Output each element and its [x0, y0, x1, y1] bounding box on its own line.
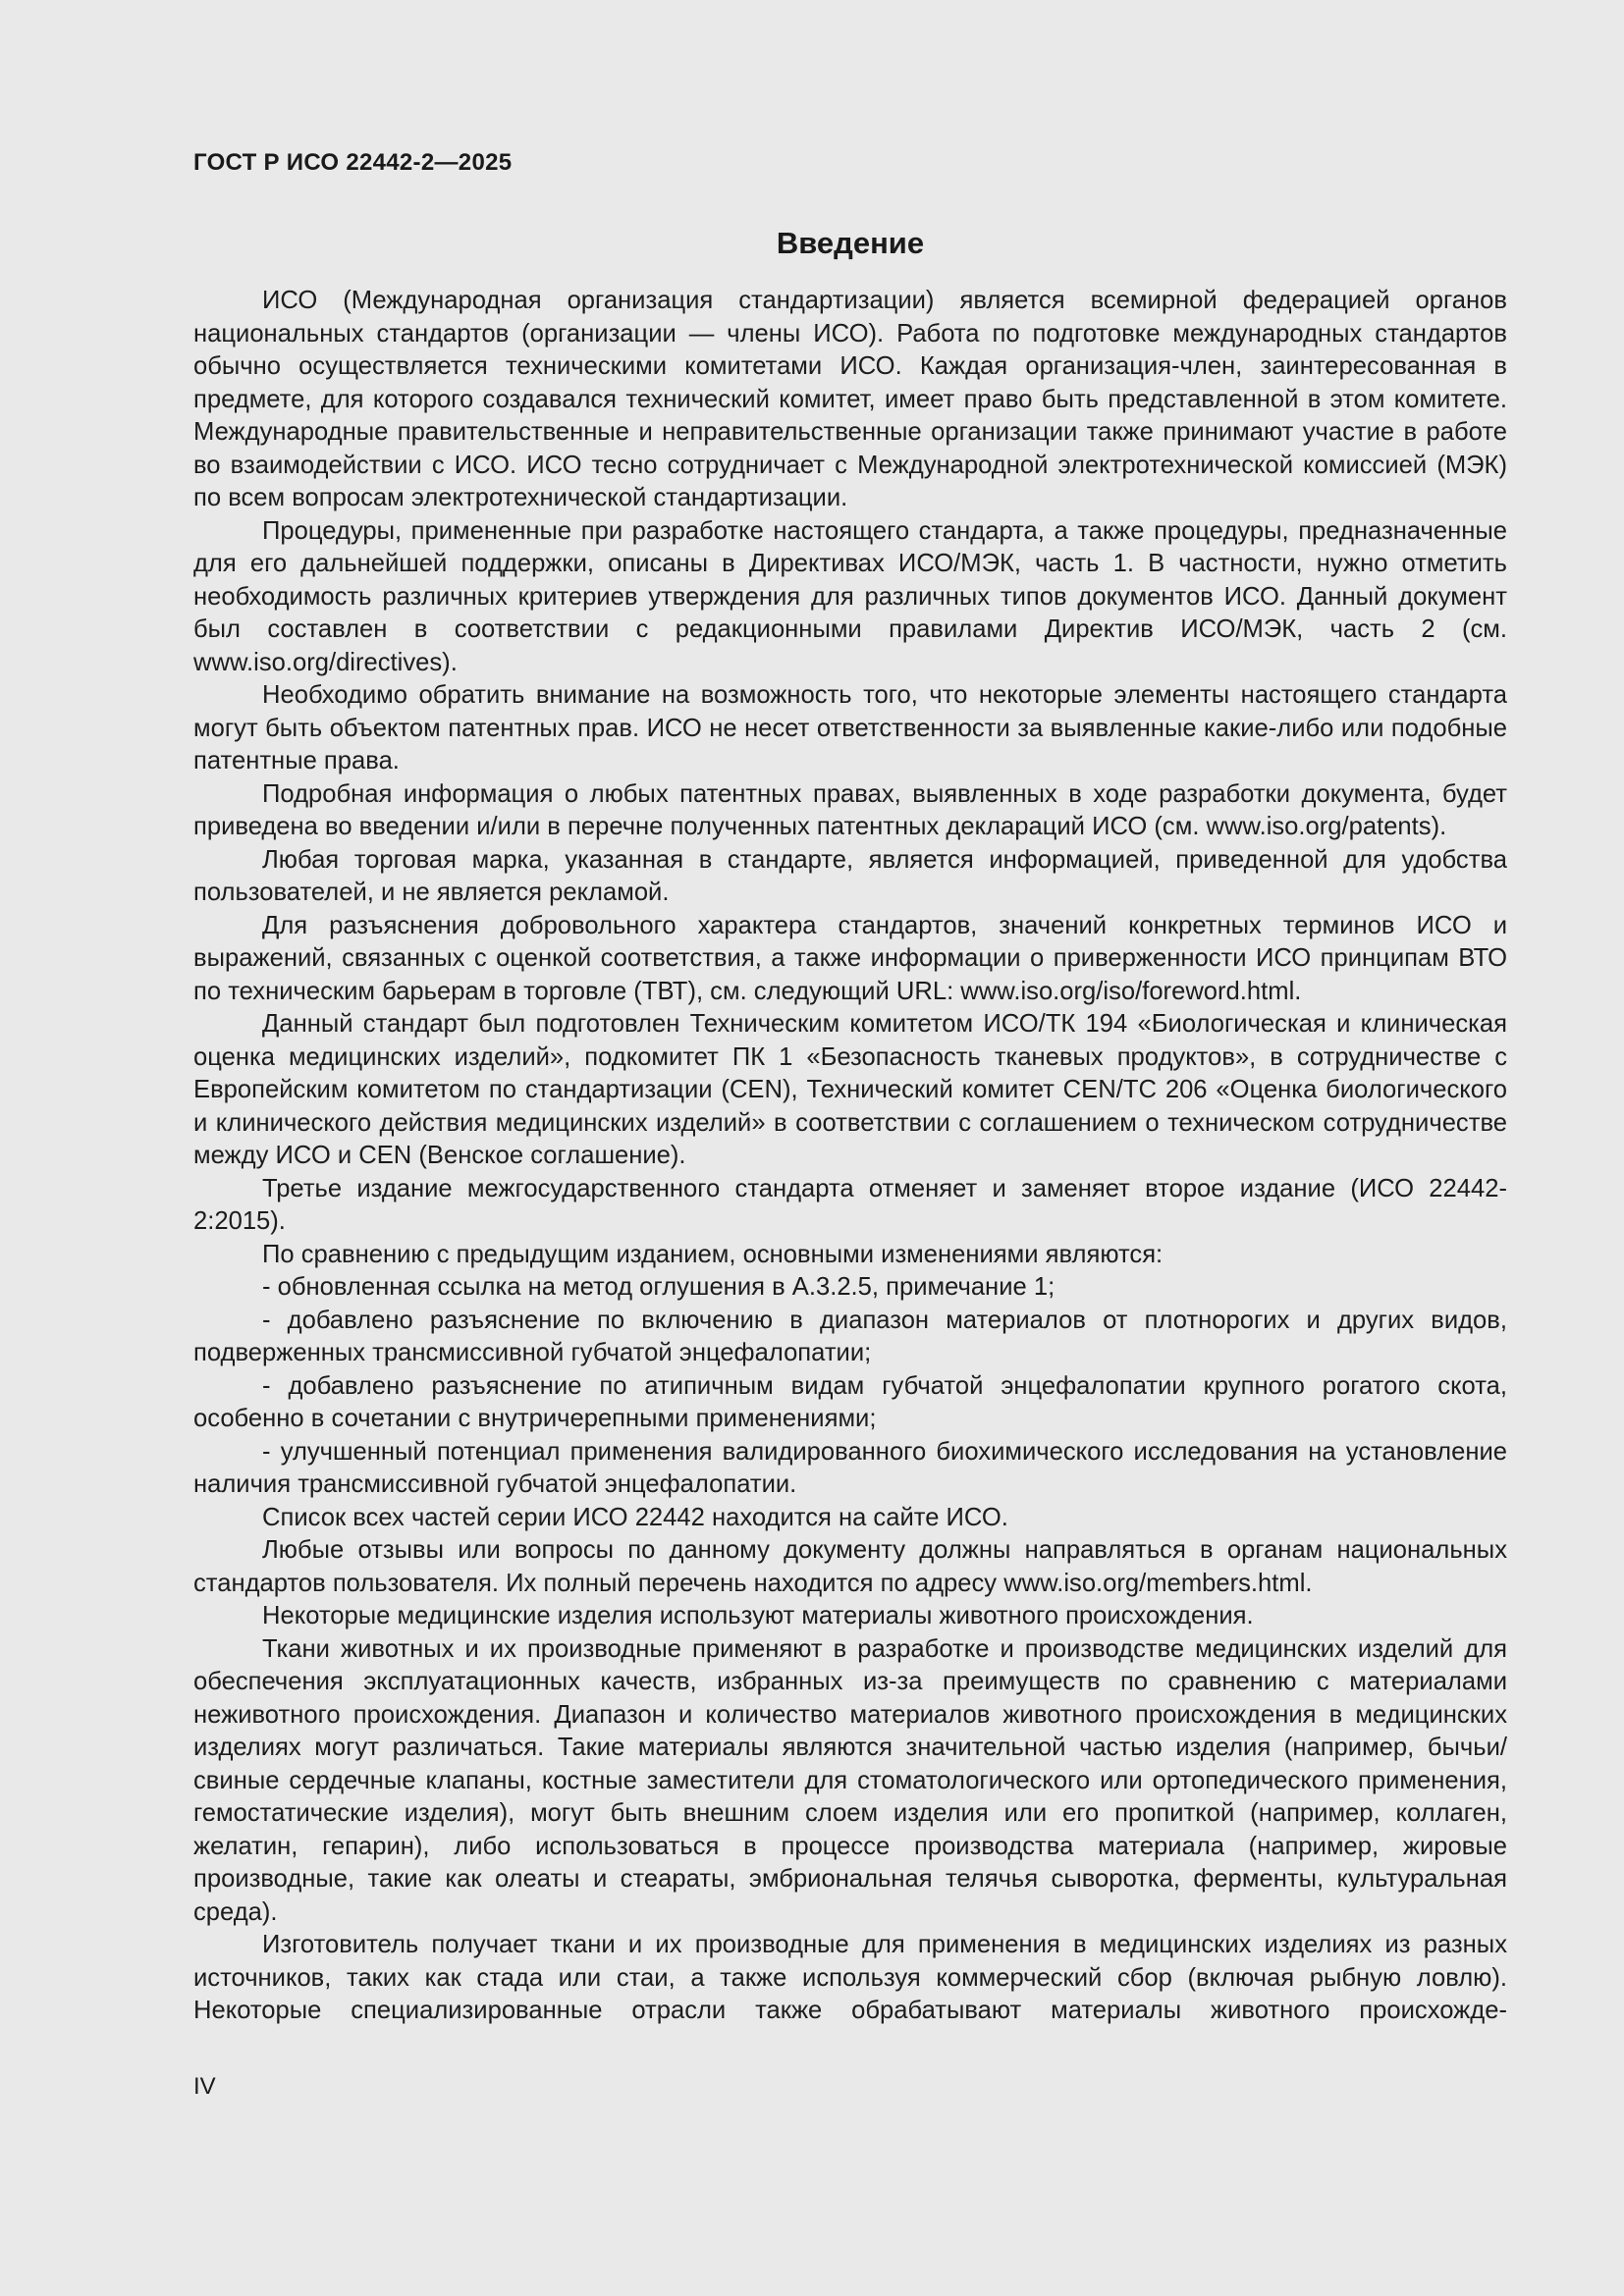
list-item: - добавлено разъяснение по включению в диапазон материалов от плотнорогих и других видов, подверженных трансмиссивной губчатой энцефалопатии;: [193, 1306, 1507, 1366]
paragraph: Некоторые медицинские изделия используют материалы животного происхождения.: [262, 1602, 1254, 1629]
paragraph: Любые отзывы или вопросы по данному документу должны направляться в органам национальных стандартов пользователя. Их полный перечень находится по адресу www.iso.org/members.html.: [193, 1536, 1507, 1597]
paragraph: Процедуры, примененные при разработке настоящего стандарта, а также процедуры, предназначенные для его дальнейшей поддержки, описаны в Директивах ИСО/МЭК, часть 1. В частности, нужно отметить необходимость различных критериев утверждения для различных типов документов ИСО. Данный документ был составлен в соответствии с редакционными правилами Директив ИСО/МЭК, часть 2 (см. www.iso.org/directives).: [193, 516, 1507, 676]
paragraph: Список всех частей серии ИСО 22442 находится на сайте ИСО.: [262, 1503, 1008, 1531]
paragraph: Ткани животных и их производные применяют в разработке и производстве медицинских изделий для обеспечения эксплуатационных качеств, избранных из-за преимуществ по сравнению с материалами неживотного происхождения. Диапазон и количество материалов животного происхождения в медицинских изделиях могут различаться. Такие материалы являются значительной частью изделия (например, бычьи/свиные сердечные клапаны, костные заместители для стоматологического или ортопедического применения, гемостатические изделия), могут быть внешним слоем изделия или его пропиткой (например, коллаген, желатин, гепарин), либо использоваться в процессе производства материала (например, жировые производные, такие как олеаты и стеараты, эмбриональная телячья сыворотка, ферменты, культуральная среда).: [193, 1634, 1507, 1926]
paragraph: Данный стандарт был подготовлен Техническим комитетом ИСО/ТК 194 «Биологическая и клиническая оценка медицинских изделий», подкомитет ПК 1 «Безопасность тканевых продуктов», в сотрудничестве с Европейским комитетом по стандартизации (CEN), Технический комитет CEN/TC 206 «Оценка биологического и клинического действия медицинских изделий» в соответствии с соглашением о техническом сотрудничестве между ИСО и CEN (Венское соглашение).: [193, 1010, 1507, 1169]
paragraph: ИСО (Международная организация стандартизации) является всемирной федерацией органов национальных стандартов (организации — члены ИСО). Работа по подготовке международных стандартов обычно осуществляется техническими комитетами ИСО. Каждая организация-член, заинтересованная в предмете, для которого создавался технический комитет, имеет право быть представленной в этом комитете. Международные правительственные и неправительственные организации также принимают участие в работе во взаимодействии с ИСО. ИСО тесно сотрудничает с Международной электротехнической комиссией (МЭК) по всем вопросам электротехнической стандартизации.: [193, 287, 1507, 511]
section-title: Введение: [776, 226, 925, 260]
paragraph: Любая торговая марка, указанная в стандарте, является информацией, приведенной для удобства пользователей, и не является рекламой.: [193, 845, 1507, 906]
page-number: IV: [193, 2073, 216, 2100]
list-item: - улучшенный потенциал применения валидированного биохимического исследования на установление наличия трансмиссивной губчатой энцефалопатии.: [193, 1437, 1507, 1498]
paragraph: Необходимо обратить внимание на возможность того, что некоторые элементы настоящего стандарта могут быть объектом патентных прав. ИСО не несет ответственности за выявленные какие-либо или подобные патентные права.: [193, 681, 1507, 774]
body-text: [193, 285, 1507, 2028]
paragraph: Подробная информация о любых патентных правах, выявленных в ходе разработки документа, будет приведена во введении и/или в перечне полученных патентных деклараций ИСО (см. www.iso.org/patents).: [193, 779, 1507, 840]
paragraph: Для разъяснения добровольного характера стандартов, значений конкретных терминов ИСО и выражений, связанных с оценкой соответствия, а также информации о приверженности ИСО принципам ВТО по техническим барьерам в торговле (ТВТ), см. следующий URL: www.iso.org/iso/foreword.html.: [193, 911, 1507, 1005]
paragraph: Изготовитель получает ткани и их производные для применения в медицинских изделиях из разных источников, таких как стада или стаи, а также используя коммерческий сбор (включая рыбную ловлю). Некоторые специализированные отрасли также обрабатывают материалы животного происхожде-: [193, 1931, 1507, 2024]
paragraph: По сравнению с предыдущим изданием, основными изменениями являются:: [262, 1240, 1164, 1268]
paragraph: Третье издание межгосударственного стандарта отменяет и заменяет второе издание (ИСО 22442-2:2015).: [193, 1174, 1507, 1235]
list-item: - добавлено разъяснение по атипичным видам губчатой энцефалопатии крупного рогатого скота, особенно в сочетании с внутричерепными применениями;: [193, 1371, 1507, 1432]
list-item: - обновленная ссылка на метод оглушения в А.3.2.5, примечание 1;: [262, 1273, 1056, 1301]
document-code-header: ГОСТ Р ИСО 22442-2—2025: [193, 149, 513, 176]
